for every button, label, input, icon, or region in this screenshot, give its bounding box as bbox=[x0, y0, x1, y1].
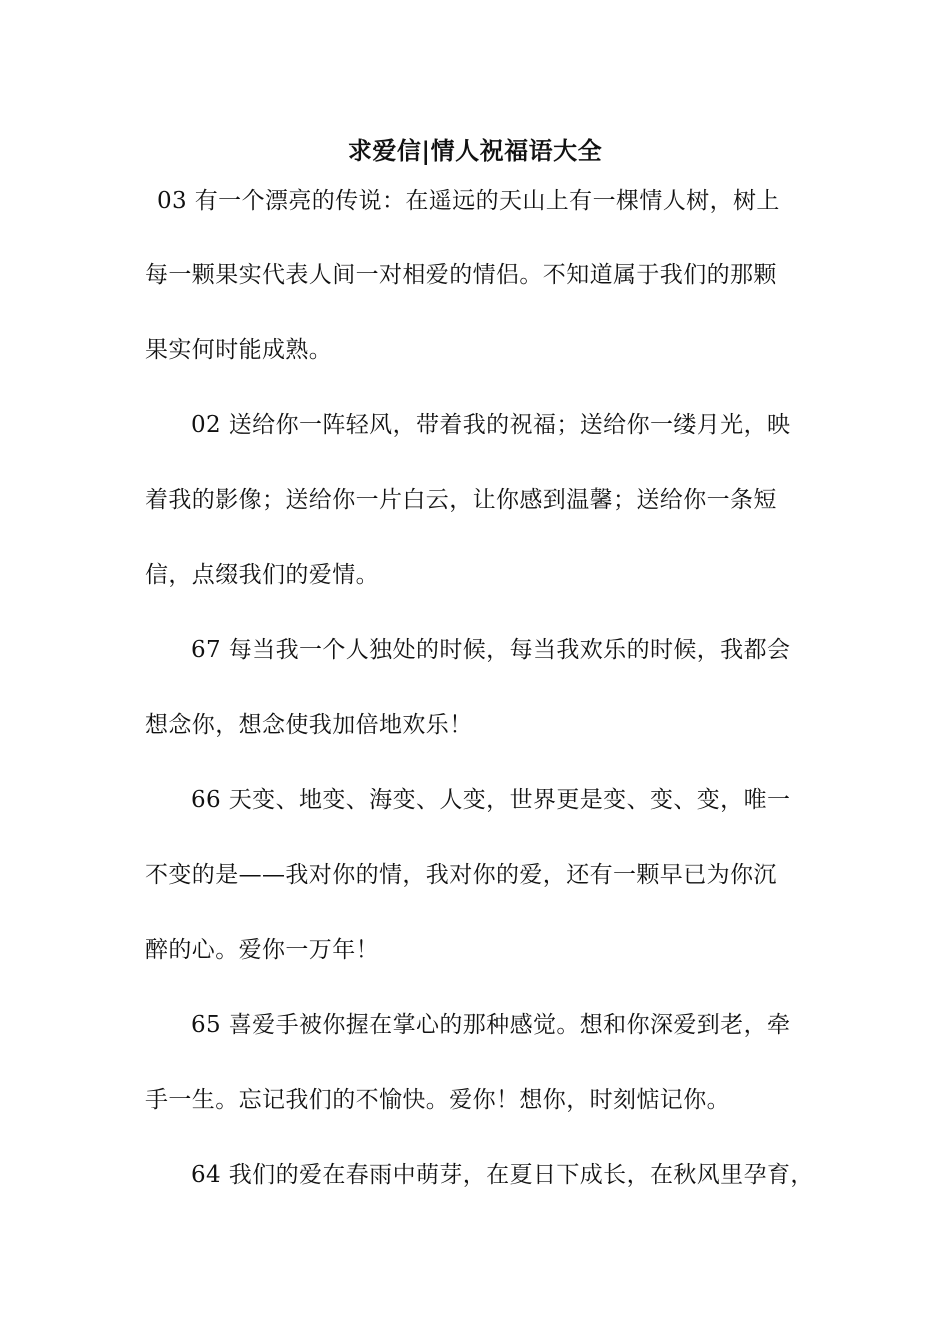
text-line: 02 送给你一阵轻风，带着我的祝福；送给你一缕月光，映 bbox=[191, 412, 791, 438]
text-line: 66 天变、地变、海变、人变，世界更是变、变、变，唯一 bbox=[191, 787, 791, 813]
text-line: 信，点缀我们的爱情。 bbox=[145, 562, 379, 588]
text-line: 醉的心。爱你一万年！ bbox=[145, 937, 379, 963]
text-line: 65 喜爱手被你握在掌心的那种感觉。想和你深爱到老，牵 bbox=[191, 1012, 791, 1038]
text-line: 想念你，想念使我加倍地欢乐！ bbox=[145, 712, 473, 738]
text-line: 果实何时能成熟。 bbox=[145, 337, 333, 363]
text-line: 手一生。忘记我们的不愉快。爱你！想你，时刻惦记你。 bbox=[145, 1087, 730, 1113]
text-line: 64 我们的爱在春雨中萌芽，在夏日下成长，在秋风里孕育， bbox=[191, 1162, 814, 1188]
document-title: 求爱信|情人祝福语大全 bbox=[347, 136, 603, 165]
text-line: 67 每当我一个人独处的时候，每当我欢乐的时候，我都会 bbox=[191, 637, 791, 663]
text-line: 03 有一个漂亮的传说：在遥远的天山上有一棵情人树，树上 bbox=[157, 188, 780, 214]
text-line: 着我的影像；送给你一片白云，让你感到温馨；送给你一条短 bbox=[145, 487, 777, 513]
text-line: 不变的是——我对你的情，我对你的爱，还有一颗早已为你沉 bbox=[145, 862, 777, 888]
text-line: 每一颗果实代表人间一对相爱的情侣。不知道属于我们的那颗 bbox=[145, 262, 777, 288]
